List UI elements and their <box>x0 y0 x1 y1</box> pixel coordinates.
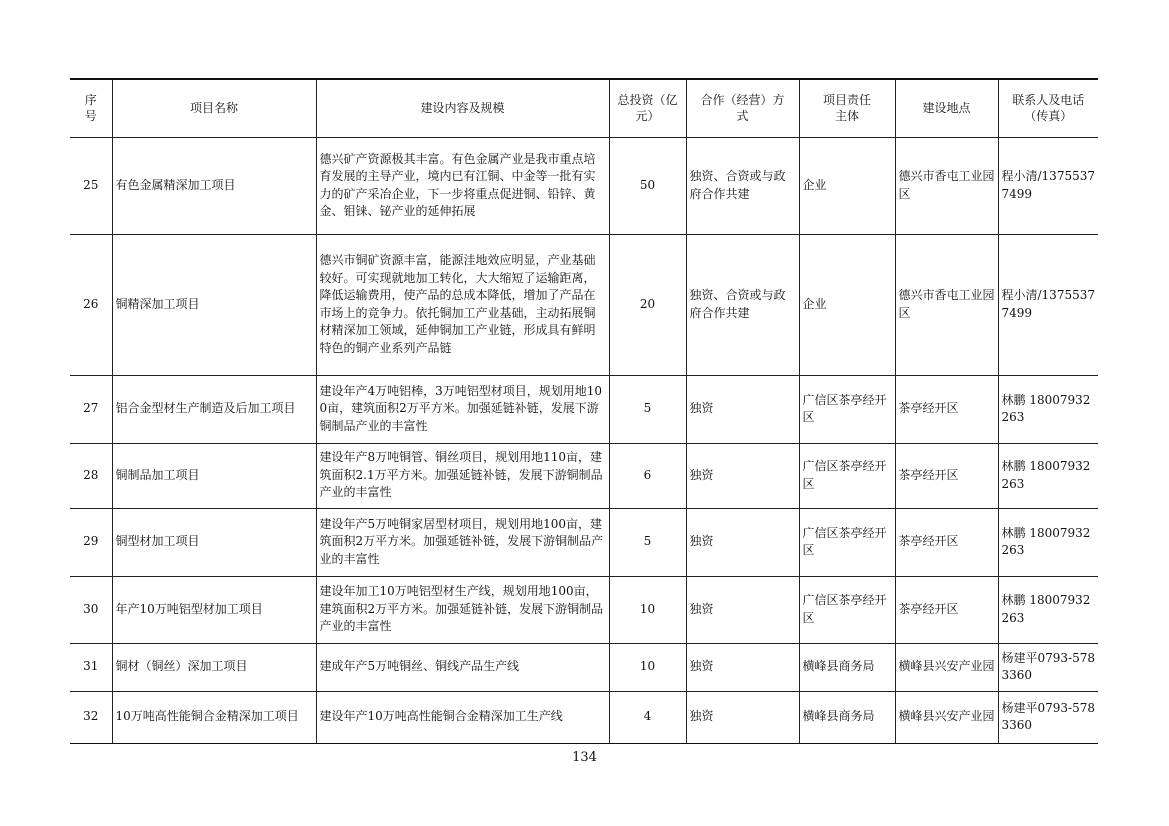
table-row <box>70 508 1098 576</box>
cell-investment: 10 <box>609 643 686 691</box>
cell-name: 铜材（铜丝）深加工项目 <box>112 643 316 691</box>
header-content: 建设内容及规模 <box>316 79 609 137</box>
cell-content: 德兴矿产资源极其丰富。有色金属产业是我市重点培育发展的主导产业，境内已有江铜、中金等一批有实力的矿产采冶企业，下一步将重点促进铜、铅锌、黄金、钼铼、铋产业的延伸拓展 <box>316 137 609 234</box>
project-table <box>70 78 1098 744</box>
cell-contact: 杨建平0793-5783360 <box>998 691 1098 743</box>
cell-location: 德兴市香屯工业园区 <box>895 137 998 234</box>
cell-seq: 32 <box>70 691 112 743</box>
header-contact: 联系人及电话（传真） <box>998 79 1098 137</box>
cell-content: 建成年产5万吨铜丝、铜线产品生产线 <box>316 643 609 691</box>
table-row <box>70 691 1098 743</box>
cell-investment: 5 <box>609 375 686 443</box>
table-row <box>70 643 1098 691</box>
table-row <box>70 375 1098 443</box>
cell-entity: 横峰县商务局 <box>799 691 895 743</box>
cell-investment: 10 <box>609 576 686 643</box>
cell-mode: 独资 <box>686 375 799 443</box>
cell-seq: 29 <box>70 508 112 576</box>
cell-seq: 25 <box>70 137 112 234</box>
page-number: 134 <box>572 750 597 765</box>
cell-seq: 31 <box>70 643 112 691</box>
header-investment: 总投资（亿元） <box>609 79 686 137</box>
cell-mode: 独资 <box>686 443 799 508</box>
table-row <box>70 443 1098 508</box>
cell-investment: 20 <box>609 234 686 375</box>
cell-investment: 4 <box>609 691 686 743</box>
header-entity: 项目责任主体 <box>799 79 895 137</box>
cell-entity: 企业 <box>799 234 895 375</box>
cell-contact: 林鹏 18007932263 <box>998 508 1098 576</box>
cell-contact: 林鹏 18007932263 <box>998 443 1098 508</box>
cell-content: 建设年产10万吨高性能铜合金精深加工生产线 <box>316 691 609 743</box>
cell-contact: 林鹏 18007932263 <box>998 576 1098 643</box>
cell-investment: 50 <box>609 137 686 234</box>
cell-name: 铝合金型材生产制造及后加工项目 <box>112 375 316 443</box>
cell-location: 茶亭经开区 <box>895 375 998 443</box>
cell-entity: 广信区茶亭经开区 <box>799 375 895 443</box>
cell-content: 德兴市铜矿资源丰富，能源洼地效应明显，产业基础较好。可实现就地加工转化，大大缩短了运输距离，降低运输费用，使产品的总成本降低，增加了产品在市场上的竞争力。依托铜加工产业基础，主动拓展铜材精深加工领域，延伸铜加工产业链，形成具有鲜明特色的铜产业系列产品链 <box>316 234 609 375</box>
header-mode: 合作（经营）方式 <box>686 79 799 137</box>
cell-name: 铜精深加工项目 <box>112 234 316 375</box>
table-row <box>70 234 1098 375</box>
cell-entity: 广信区茶亭经开区 <box>799 508 895 576</box>
cell-contact: 林鹏 18007932263 <box>998 375 1098 443</box>
cell-mode: 独资 <box>686 576 799 643</box>
cell-investment: 6 <box>609 443 686 508</box>
cell-seq: 28 <box>70 443 112 508</box>
cell-content: 建设年加工10万吨铝型材生产线，规划用地100亩，建筑面积2万平方米。加强延链补链，发展下游铜制品产业的丰富性 <box>316 576 609 643</box>
cell-location: 德兴市香屯工业园区 <box>895 234 998 375</box>
header-location: 建设地点 <box>895 79 998 137</box>
cell-mode: 独资、合资或与政府合作共建 <box>686 137 799 234</box>
cell-mode: 独资 <box>686 691 799 743</box>
cell-name: 铜制品加工项目 <box>112 443 316 508</box>
table-row <box>70 576 1098 643</box>
cell-investment: 5 <box>609 508 686 576</box>
cell-seq: 27 <box>70 375 112 443</box>
header-name: 项目名称 <box>112 79 316 137</box>
cell-name: 年产10万吨铝型材加工项目 <box>112 576 316 643</box>
cell-entity: 企业 <box>799 137 895 234</box>
table-header-row <box>70 79 1098 137</box>
cell-entity: 广信区茶亭经开区 <box>799 443 895 508</box>
cell-location: 横峰县兴安产业园 <box>895 691 998 743</box>
cell-content: 建设年产8万吨铜管、铜丝项目，规划用地110亩，建筑面积2.1万平方米。加强延链补链，发展下游铜制品产业的丰富性 <box>316 443 609 508</box>
cell-location: 茶亭经开区 <box>895 443 998 508</box>
cell-mode: 独资 <box>686 643 799 691</box>
cell-name: 铜型材加工项目 <box>112 508 316 576</box>
cell-mode: 独资 <box>686 508 799 576</box>
cell-entity: 横峰县商务局 <box>799 643 895 691</box>
cell-seq: 26 <box>70 234 112 375</box>
cell-seq: 30 <box>70 576 112 643</box>
header-seq: 序号 <box>70 79 112 137</box>
cell-location: 茶亭经开区 <box>895 508 998 576</box>
cell-mode: 独资、合资或与政府合作共建 <box>686 234 799 375</box>
cell-name: 10万吨高性能铜合金精深加工项目 <box>112 691 316 743</box>
cell-contact: 程小清/13755377499 <box>998 234 1098 375</box>
cell-location: 横峰县兴安产业园 <box>895 643 998 691</box>
cell-entity: 广信区茶亭经开区 <box>799 576 895 643</box>
cell-content: 建设年产4万吨铝棒，3万吨铝型材项目，规划用地100亩，建筑面积2万平方米。加强延链补链，发展下游铜制品产业的丰富性 <box>316 375 609 443</box>
cell-contact: 程小清/13755377499 <box>998 137 1098 234</box>
table-row <box>70 137 1098 234</box>
cell-location: 茶亭经开区 <box>895 576 998 643</box>
cell-contact: 杨建平0793-5783360 <box>998 643 1098 691</box>
cell-content: 建设年产5万吨铜家居型材项目，规划用地100亩，建筑面积2万平方米。加强延链补链，发展下游铜制品产业的丰富性 <box>316 508 609 576</box>
cell-name: 有色金属精深加工项目 <box>112 137 316 234</box>
